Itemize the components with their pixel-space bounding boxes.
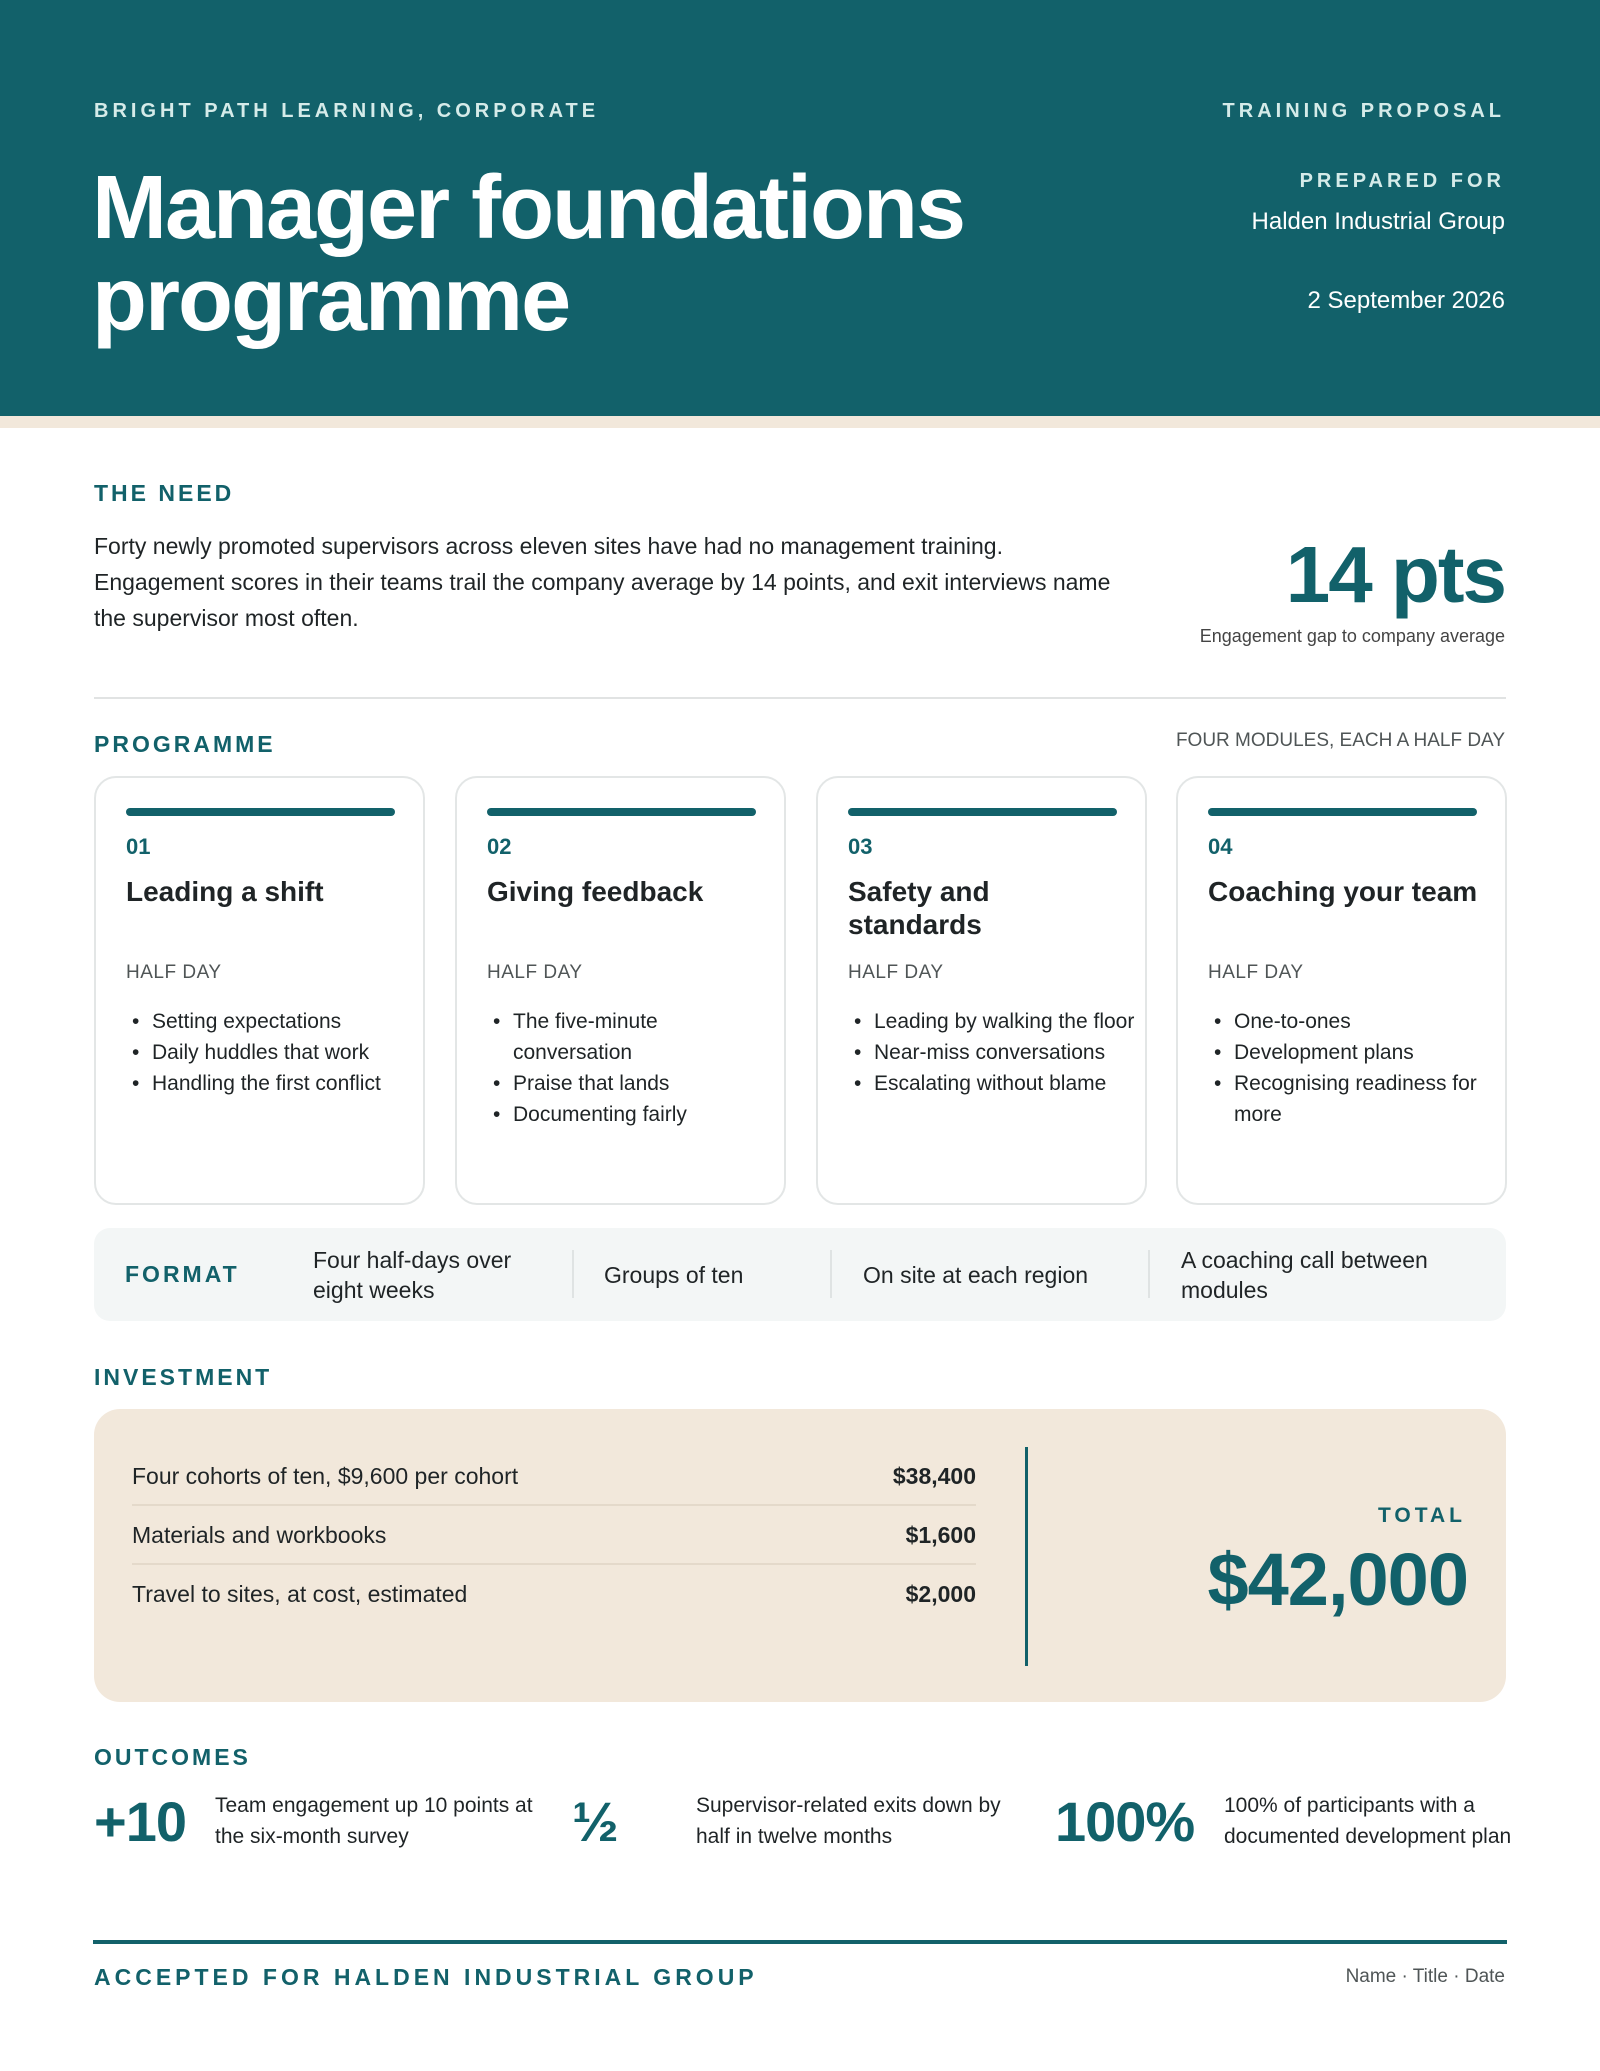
need-heading: THE NEED	[94, 480, 235, 506]
need-description: Forty newly promoted supervisors across eleven sites have had no management training. Engagement scores in their teams trail the company average by 14 points, and exit interviews name the supervisor most often.	[94, 533, 1111, 631]
module-length: HALF DAY	[487, 962, 583, 983]
module-number: 03	[848, 834, 873, 859]
title-line-1: Manager foundations	[92, 158, 965, 258]
module-points	[1234, 1006, 1499, 1130]
cost-label: Materials and workbooks	[132, 1522, 387, 1548]
investment-heading: INVESTMENT	[94, 1364, 273, 1390]
format-item: Groups of ten	[604, 1262, 744, 1288]
module-point: • Leading by walking the floor	[874, 1006, 1139, 1037]
module-card	[1176, 776, 1507, 1205]
module-accent-bar	[126, 808, 395, 816]
outcomes-heading: OUTCOMES	[94, 1744, 251, 1770]
outcome-text: 100% of participants with a documented development plan	[1224, 1794, 1512, 1848]
module-card	[94, 776, 425, 1205]
module-card	[816, 776, 1147, 1205]
module-number: 01	[126, 834, 151, 859]
format-divider	[1148, 1250, 1150, 1298]
format-item: On site at each region	[863, 1262, 1089, 1288]
module-length: HALF DAY	[848, 962, 944, 983]
investment-divider	[1025, 1447, 1028, 1666]
footer-rule	[93, 1940, 1507, 1944]
cost-amount: $38,400	[892, 1463, 976, 1489]
cost-line-item	[132, 1565, 976, 1624]
module-accent-bar	[487, 808, 756, 816]
module-point: • One-to-ones	[1234, 1006, 1499, 1037]
module-title: Safety and standards	[848, 876, 990, 940]
cost-label: Four cohorts of ten, $9,600 per cohort	[132, 1463, 519, 1489]
prepared-for-label: PREPARED FOR	[1299, 170, 1505, 192]
module-number: 02	[487, 834, 512, 859]
header-banner	[0, 0, 1600, 416]
outcome-text: Team engagement up 10 points at the six-month survey	[215, 1794, 533, 1848]
programme-heading: PROGRAMME	[94, 731, 276, 757]
module-points	[874, 1006, 1139, 1099]
outcome-figure: +10	[94, 1790, 186, 1853]
total-value: $42,000	[1207, 1538, 1468, 1621]
title-line-2: programme	[92, 250, 570, 350]
module-length: HALF DAY	[1208, 962, 1304, 983]
module-point: • Development plans	[1234, 1037, 1499, 1068]
outcome-figure: ½	[572, 1790, 618, 1853]
cost-line-item	[132, 1506, 976, 1565]
programme-note: FOUR MODULES, EACH A HALF DAY	[1175, 730, 1505, 751]
module-point: • Praise that lands	[513, 1068, 778, 1099]
organization-name: BRIGHT PATH LEARNING, CORPORATE	[94, 100, 600, 122]
module-point: • The five-minute conversation	[513, 1006, 778, 1068]
module-point: • Handling the first conflict	[152, 1068, 417, 1099]
header-stripe	[0, 416, 1600, 428]
cost-label: Travel to sites, at cost, estimated	[132, 1581, 468, 1607]
module-number: 04	[1208, 834, 1233, 859]
client-name: Halden Industrial Group	[1251, 208, 1505, 235]
format-item: Four half-days over eight weeks	[313, 1247, 512, 1303]
module-point: • Recognising readiness for more	[1234, 1068, 1499, 1130]
acceptance-label: ACCEPTED FOR HALDEN INDUSTRIAL GROUP	[94, 1964, 758, 1990]
need-stat-caption: Engagement gap to company average	[1199, 626, 1505, 646]
document-type: TRAINING PROPOSAL	[1222, 100, 1505, 122]
format-label: FORMAT	[125, 1261, 240, 1287]
module-point: • Escalating without blame	[874, 1068, 1139, 1099]
module-point: • Documenting fairly	[513, 1099, 778, 1130]
module-accent-bar	[1208, 808, 1477, 816]
module-point: • Near-miss conversations	[874, 1037, 1139, 1068]
proposal-date: 2 September 2026	[1307, 287, 1505, 314]
format-divider	[830, 1250, 832, 1298]
investment-panel	[94, 1409, 1506, 1702]
outcome-figure: 100%	[1055, 1790, 1195, 1853]
module-point: • Setting expectations	[152, 1006, 417, 1037]
module-length: HALF DAY	[126, 962, 222, 983]
cost-amount: $2,000	[905, 1581, 976, 1607]
format-bar	[94, 1228, 1506, 1321]
module-title: Giving feedback	[487, 876, 704, 907]
outcome-text: Supervisor-related exits down by half in twelve months	[696, 1794, 1001, 1848]
page-title	[92, 158, 1092, 350]
module-point: • Daily huddles that work	[152, 1037, 417, 1068]
module-points	[152, 1006, 417, 1099]
module-title: Coaching your team	[1208, 876, 1478, 907]
need-stat: 14 pts	[1285, 530, 1505, 619]
section-divider	[94, 697, 1506, 699]
format-divider	[572, 1250, 574, 1298]
cost-line-item	[132, 1447, 976, 1506]
cost-amount: $1,600	[905, 1522, 976, 1548]
module-points	[513, 1006, 778, 1130]
module-accent-bar	[848, 808, 1117, 816]
format-item: A coaching call between modules	[1181, 1247, 1428, 1303]
module-card	[455, 776, 786, 1205]
signature-line: Name · Title · Date	[1345, 1966, 1505, 1987]
module-title: Leading a shift	[126, 876, 324, 907]
total-label: TOTAL	[1377, 1504, 1466, 1527]
